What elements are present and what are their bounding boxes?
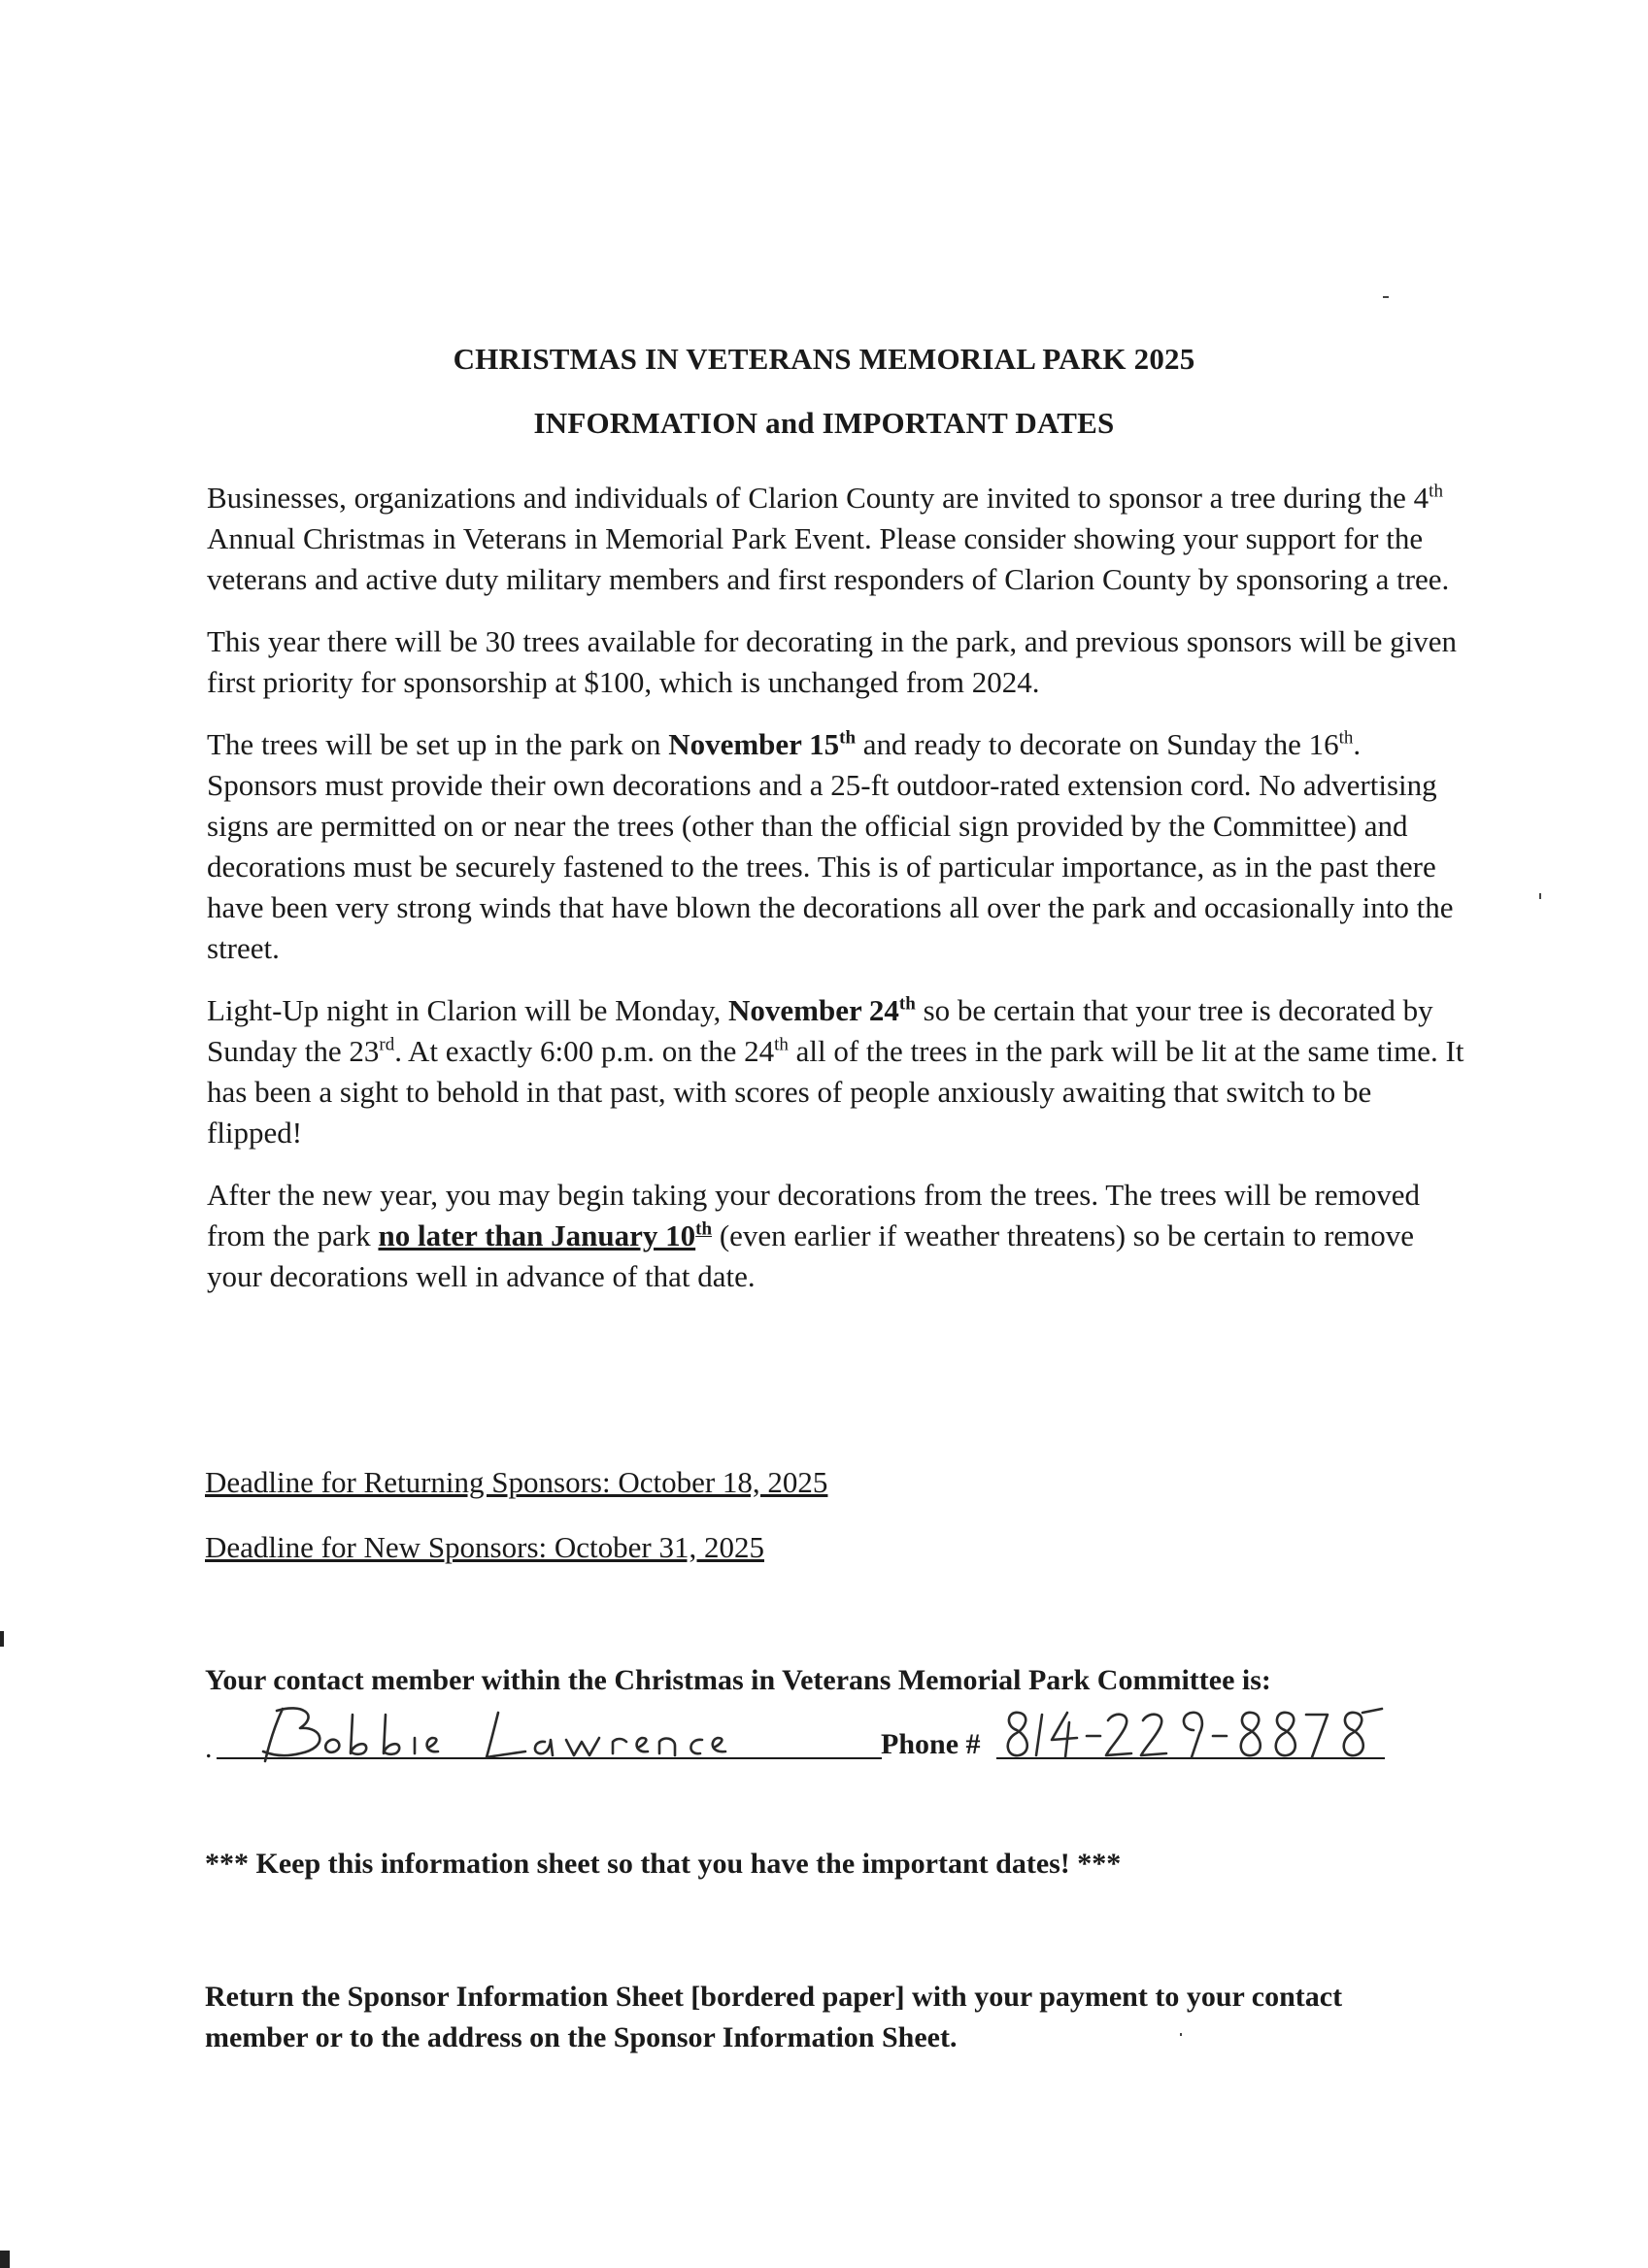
scan-margin-mark: [0, 1631, 4, 1647]
deadline-new-sponsors: Deadline for New Sponsors: October 31, 2025: [205, 1530, 764, 1564]
paragraph-removal: After the new year, you may begin taking your decorations from the trees. The trees will be removed from the park no later than January 10th (even earlier if weather threatens) so be certain to remove your decorations well in advance of that date.: [207, 1178, 1420, 1293]
paragraph-invitation: Businesses, organizations and individuals of Clarion County are invited to sponsor a tree during the 4th Annual Christmas in Veterans in Memorial Park Event. Please consider showing your support for the veterans and active duty military members and first responders of Clarion County by sponsoring a tree.: [207, 481, 1450, 596]
contact-signature-row: [205, 1701, 1370, 1769]
scan-speck: [1180, 2033, 1182, 2036]
handwritten-phone-number: [1001, 1701, 1390, 1769]
contact-member-label: Your contact member within the Christmas in Veterans Memorial Park Committee is:: [205, 1664, 1271, 1696]
body-text: [207, 478, 1469, 1318]
document-subtitle: INFORMATION and IMPORTANT DATES: [533, 406, 1115, 440]
paragraph-light-up-night: Light-Up night in Clarion will be Monday, November 24th so be certain that your tree is decorated by Sunday the 23rd. At exactly 6:00 p.m. on the 24th all of the trees in the park will be lit at the same time. It has been a sight to behold in that past, with scores of people anxiously awaiting that switch to be flipped!: [207, 993, 1464, 1150]
document-title: CHRISTMAS IN VETERANS MEMORIAL PARK 2025: [453, 342, 1195, 376]
scan-speck: [1539, 893, 1541, 899]
return-instructions: Return the Sponsor Information Sheet [bordered paper] with your payment to your contact member or to the address on the Sponsor Information Sheet.: [205, 1981, 1343, 2053]
paragraph-trees-available: This year there will be 30 trees available for decorating in the park, and previous sponsors will be given first priority for sponsorship at $100, which is unchanged from 2024.: [207, 624, 1457, 699]
handwritten-contact-name: [244, 1701, 875, 1769]
scan-margin-mark: [0, 2251, 10, 2268]
paragraph-setup: The trees will be set up in the park on November 15th and ready to decorate on Sunday the 16th. Sponsors must provide their own decorations and a 25-ft outdoor-rated extension cord. No advertising signs are permitted on or near the trees (other than the official sign provided by the Committee) and decorations must be securely fastened to the trees. This is of particular importance, as in the past there have been very strong winds that have blown the decorations all over the park and occasionally into the street.: [207, 727, 1454, 965]
deadline-returning-sponsors: Deadline for Returning Sponsors: October 18, 2025: [205, 1465, 828, 1499]
phone-label: Phone #: [881, 1728, 981, 1760]
keep-sheet-note: *** Keep this information sheet so that you have the important dates! ***: [205, 1848, 1122, 1880]
scan-speck: [1383, 296, 1389, 298]
signature-leader-dot: .: [205, 1732, 213, 1764]
